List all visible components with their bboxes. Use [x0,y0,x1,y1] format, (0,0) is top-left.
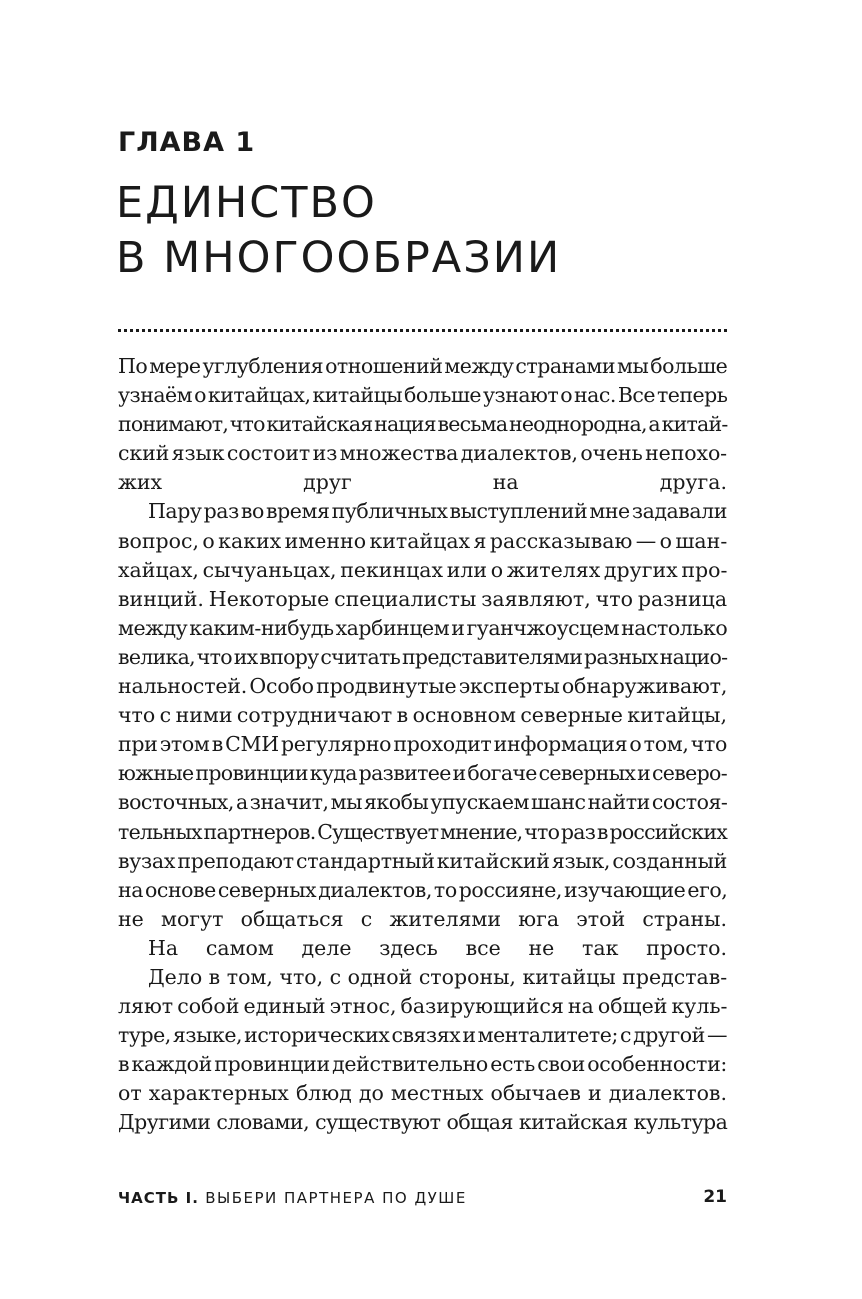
page-number: 21 [703,1187,727,1207]
text-line: вопрос, о каких именно китайцах я рассказываю — о шан- [118,528,728,553]
chapter-label: ГЛАВА 1 [118,127,256,158]
footer-part-label: ЧАСТЬ I. [118,1189,199,1207]
dotted-divider [118,329,727,332]
text-line: хайцах, сычуаньцах, пекинцах или о жителях других про- [118,557,728,582]
chapter-title-line-2: В МНОГООБРАЗИИ [116,233,562,283]
text-line: Дело в том, что, с одной стороны, китайцы представ- [148,964,728,989]
text-line: в каждой провинции действительно есть свои особенности: [118,1052,727,1077]
paragraph-3 [118,934,727,963]
text-line: жих друг на друга. [118,470,727,495]
paragraph-1 [118,352,727,497]
text-line: тельных партнеров. Существует мнение, что раз в российских [118,819,727,844]
text-line: На самом деле здесь все не так просто. [148,935,727,960]
text-line: что с ними сотрудничают в основном северные китайцы, [118,703,727,728]
text-line: ляют собой единый этнос, базирующийся на общей куль- [118,994,728,1019]
text-line: на основе северных диалектов, то россияне, изучающие его, [118,877,728,902]
text-line: туре, языке, исторических связях и менталитете; с другой — [118,1023,727,1048]
running-footer [118,1189,467,1207]
text-line: при этом в СМИ регулярно проходит информация о том, что [118,732,727,757]
text-line: Другими словами, существуют общая китайская культура [118,1110,728,1135]
text-line: от характерных блюд до местных обычаев и диалектов. [118,1081,727,1106]
paragraph-2 [118,497,727,933]
chapter-title-line-1: ЕДИНСТВО [116,178,377,228]
text-line: понимают, что китайская нация весьма неоднородна, а китай- [118,412,728,437]
text-line: нальностей. Особо продвинутые эксперты обнаруживают, [118,674,728,699]
text-line: велика, что их впору считать представителями разных нацио- [118,644,728,669]
text-line: восточных, а значит, мы якобы упускаем шанс найти состоя- [118,790,728,815]
footer-section-title: ВЫБЕРИ ПАРТНЕРА ПО ДУШЕ [205,1189,467,1207]
text-line: винций. Некоторые специалисты заявляют, что разница [118,586,728,611]
text-line: не могут общаться с жителями юга этой страны. [118,906,727,931]
chapter-body [118,352,727,1138]
text-line: Пару раз во время публичных выступлений мне задавали [148,499,727,524]
text-line: ский язык состоит из множества диалектов, очень непохо- [118,441,727,466]
text-line: узнаём о китайцах, китайцы больше узнают о нас. Все теперь [118,383,728,408]
chapter-title [116,176,561,286]
text-line: южные провинции куда развитее и богаче северных и северо- [118,761,727,786]
text-line: между каким-нибудь харбинцем и гуанчжоусцем настолько [118,615,728,640]
text-line: По мере углубления отношений между странами мы больше [118,354,728,378]
paragraph-4 [118,963,727,1138]
text-line: вузах преподают стандартный китайский язык, созданный [118,848,727,873]
